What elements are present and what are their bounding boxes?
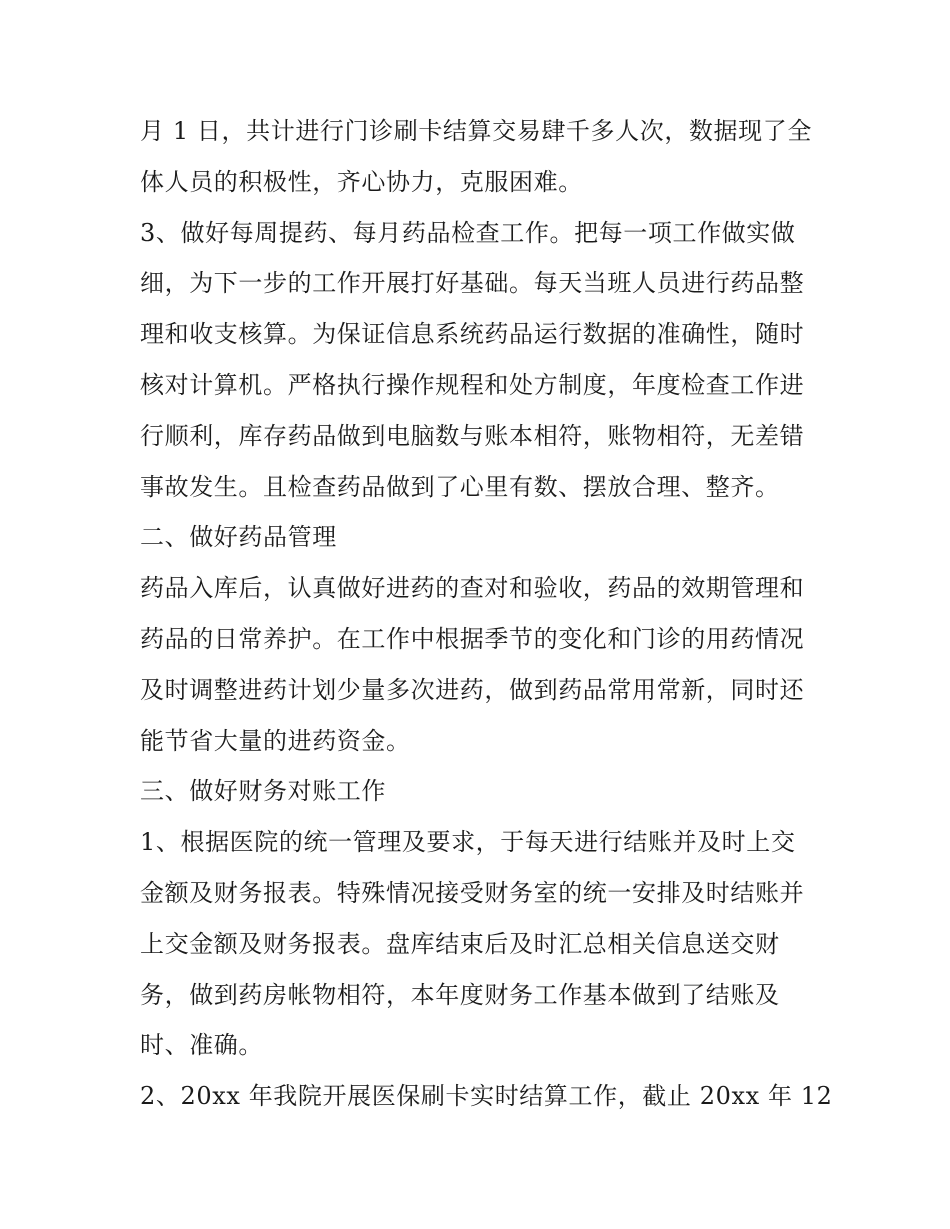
document-body	[140, 106, 833, 1122]
paragraph-line: 细，为下一步的工作开展打好基础。每天当班人员进行药品整	[140, 269, 805, 298]
paragraph-line: 1、根据医院的统一管理及要求，于每天进行结账并及时上交	[140, 828, 796, 857]
paragraph-line: 金额及财务报表。特殊情况接受财务室的统一安排及时结账并	[140, 878, 805, 907]
paragraph-line: 事故发生。且检查药品做到了心里有数、摆放合理、整齐。	[140, 472, 780, 501]
paragraph-line: 行顺利，库存药品做到电脑数与账本相符，账物相符，无差错	[140, 421, 805, 450]
paragraph-line: 务，做到药房帐物相符，本年度财务工作基本做到了结账及	[140, 980, 780, 1009]
paragraph-line: 能节省大量的进药资金。	[140, 726, 411, 755]
paragraph-line: 理和收支核算。为保证信息系统药品运行数据的准确性，随时	[140, 320, 805, 349]
paragraph-line: 药品的日常养护。在工作中根据季节的变化和门诊的用药情况	[140, 624, 805, 653]
paragraph-line: 核对计算机。严格执行操作规程和处方制度，年度检查工作进	[140, 370, 805, 399]
paragraph-line: 上交金额及财务报表。盘库结束后及时汇总相关信息送交财	[140, 929, 780, 958]
paragraph-line: 3、做好每周提药、每月药品检查工作。把每一项工作做实做	[140, 218, 796, 247]
paragraph-line: 2、20xx 年我院开展医保刷卡实时结算工作，截止 20xx 年 12	[140, 1082, 833, 1111]
section-heading: 三、做好财务对账工作	[140, 777, 386, 806]
paragraph-line: 体人员的积极性，齐心协力，克服困难。	[140, 167, 583, 196]
paragraph-line: 药品入库后，认真做好进药的查对和验收，药品的效期管理和	[140, 574, 805, 603]
section-heading: 二、做好药品管理	[140, 523, 337, 552]
paragraph-line: 及时调整进药计划少量多次进药，做到药品常用常新，同时还	[140, 675, 805, 704]
paragraph-line: 月 1 日，共计进行门诊刷卡结算交易肆千多人次，数据现了全	[140, 117, 812, 145]
paragraph-line: 时、准确。	[140, 1031, 263, 1060]
